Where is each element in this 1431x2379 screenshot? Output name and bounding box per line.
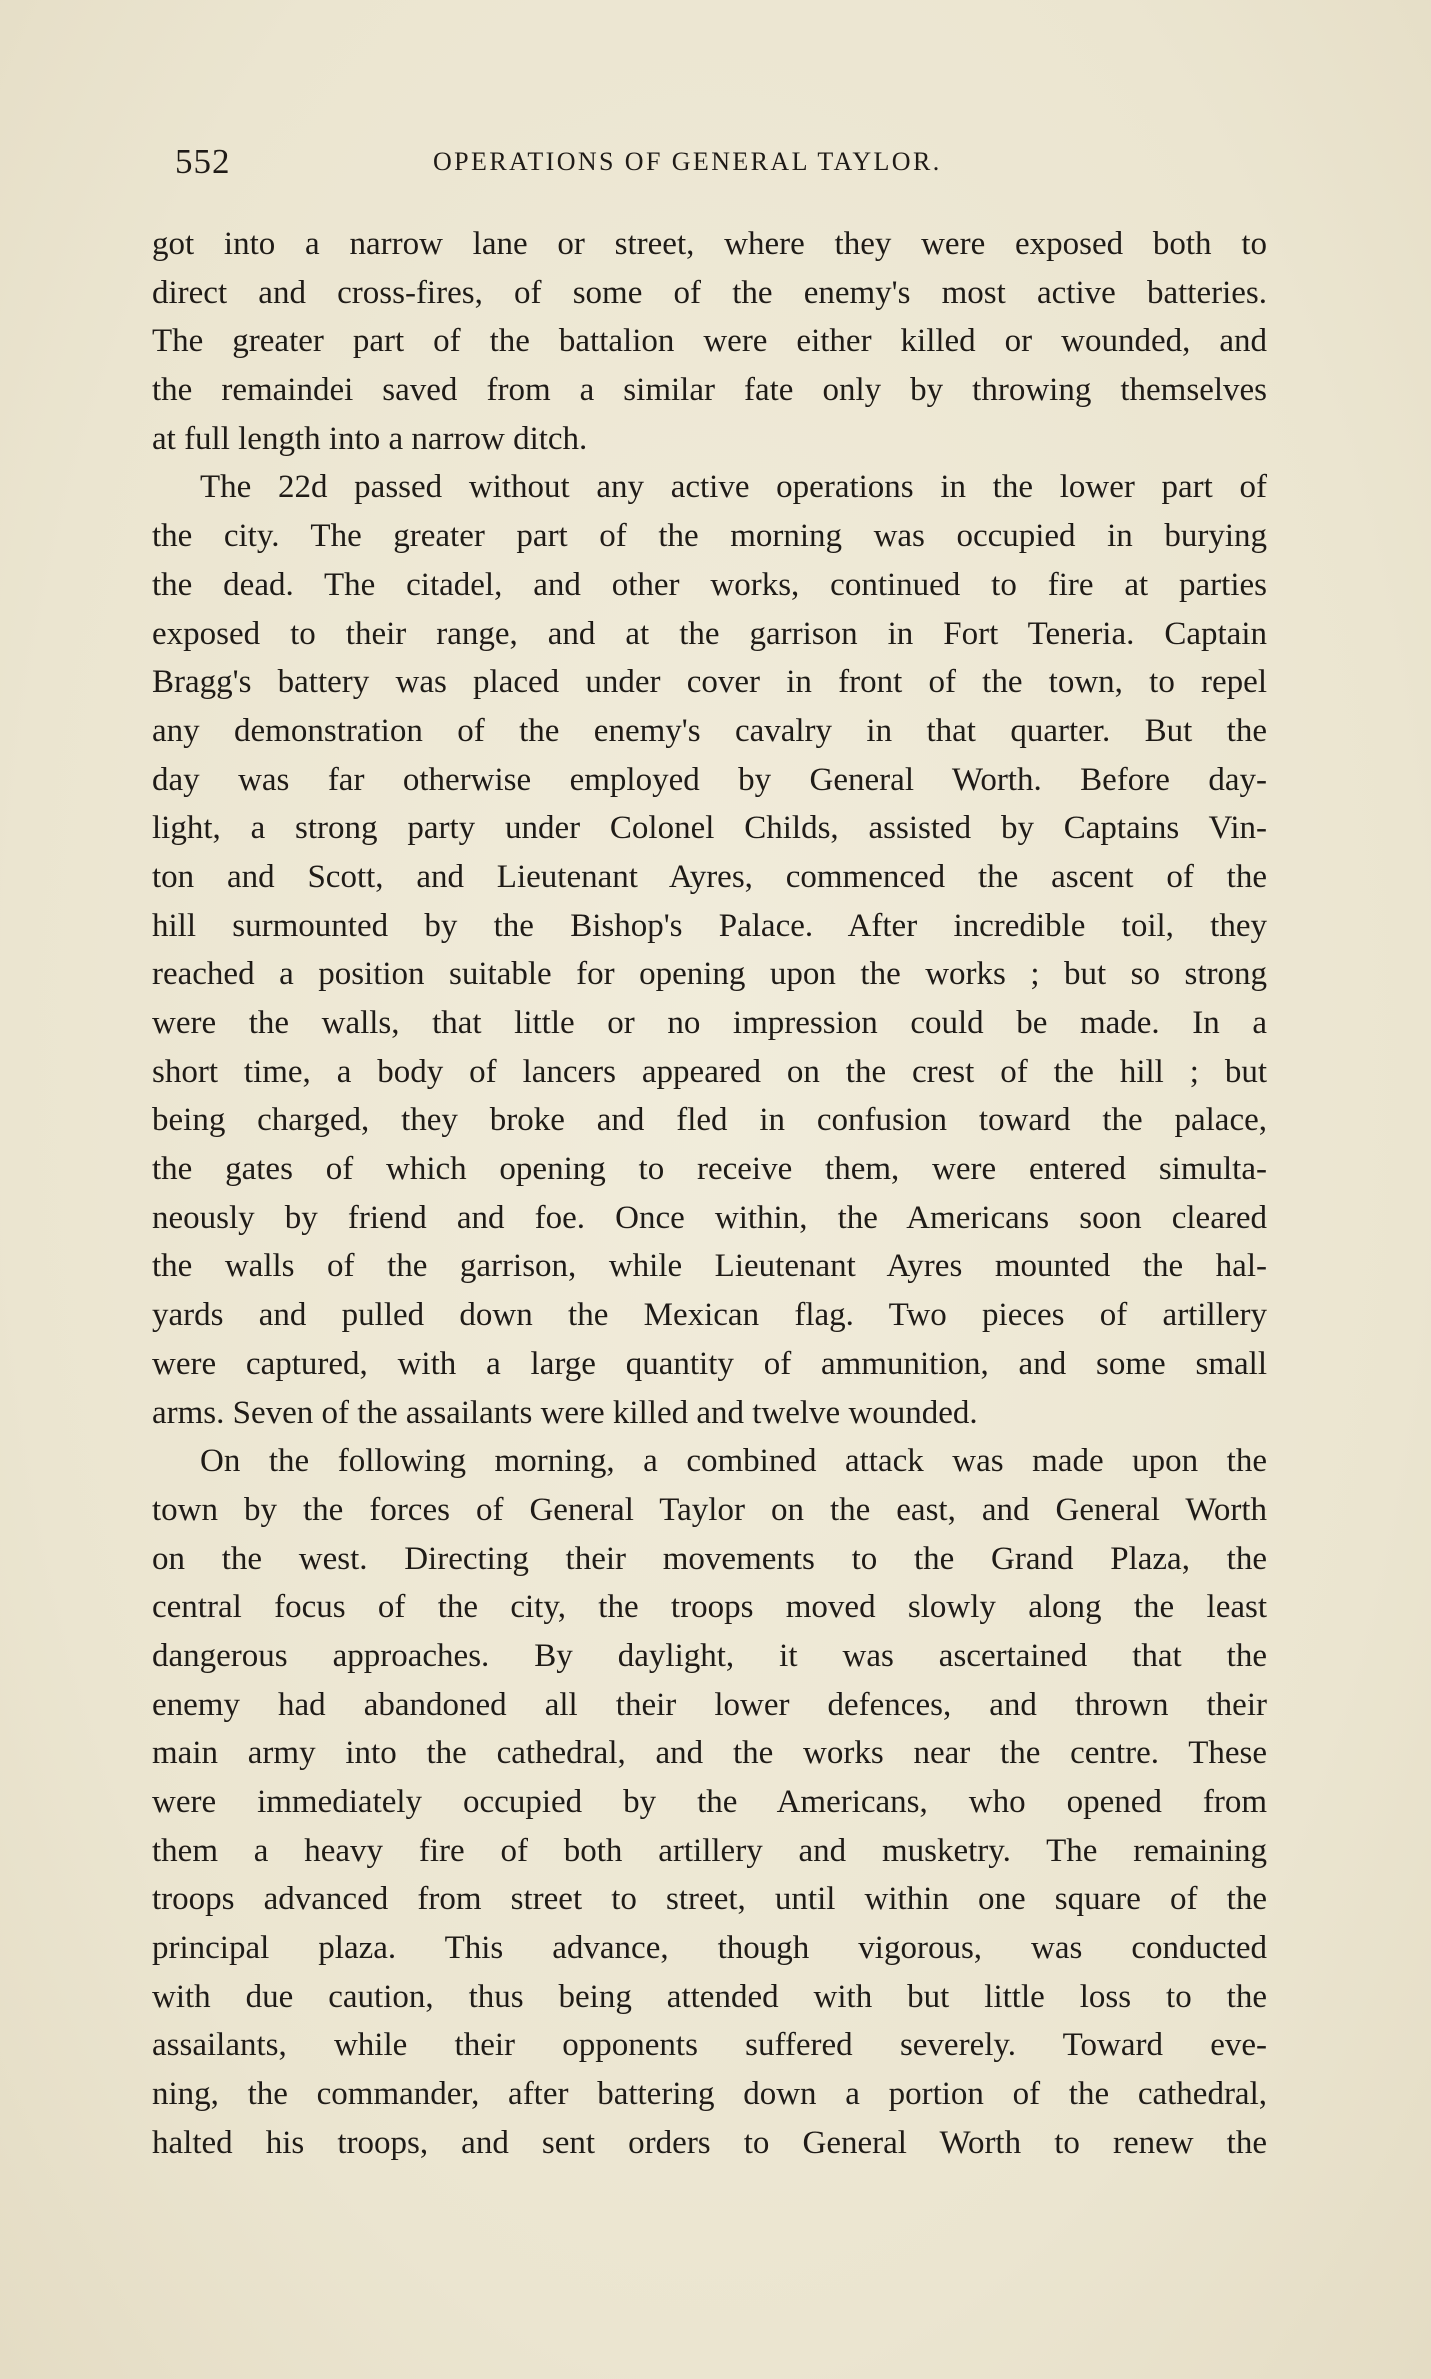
text-line: direct and cross-fires, of some of the enemy's most active batteries. [152, 274, 1267, 311]
text-line: any demonstration of the enemy's cavalry in that quarter. But the [152, 712, 1267, 749]
text-line: neously by friend and foe. Once within, the Americans soon cleared [152, 1199, 1267, 1236]
text-line: principal plaza. This advance, though vigorous, was conducted [152, 1930, 1267, 1967]
text-line: the remaindei saved from a similar fate only by throwing themselves [152, 372, 1267, 409]
text-line: halted his troops, and sent orders to General Worth to renew the [152, 2124, 1267, 2161]
text-line: them a heavy fire of both artillery and musketry. The remaining [152, 1832, 1267, 1869]
text-line: The greater part of the battalion were either killed or wounded, and [152, 323, 1267, 360]
text-line: central focus of the city, the troops moved slowly along the least [152, 1589, 1267, 1626]
page-header [175, 142, 1270, 190]
text-line: assailants, while their opponents suffered severely. Toward eve- [152, 2027, 1267, 2064]
text-line: arms. Seven of the assailants were killed and twelve wounded. [152, 1394, 978, 1431]
text-line: light, a strong party under Colonel Childs, assisted by Captains Vin- [152, 810, 1267, 847]
text-line: were immediately occupied by the Americans, who opened from [152, 1784, 1267, 1820]
text-line: hill surmounted by the Bishop's Palace. After incredible toil, they [152, 907, 1267, 944]
text-line: the dead. The citadel, and other works, continued to fire at parties [152, 566, 1267, 603]
text-line: the walls of the garrison, while Lieutenant Ayres mounted the hal- [152, 1248, 1267, 1285]
text-line: being charged, they broke and fled in confusion toward the palace, [152, 1102, 1267, 1139]
text-line: troops advanced from street to street, until within one square of the [152, 1881, 1267, 1918]
text-line: short time, a body of lancers appeared on the crest of the hill ; but [152, 1053, 1267, 1090]
text-line: ning, the commander, after battering down a portion of the cathedral, [152, 2076, 1267, 2113]
text-line: main army into the cathedral, and the works near the centre. These [152, 1735, 1267, 1772]
body-text [152, 220, 1267, 2168]
text-line: Bragg's battery was placed under cover in front of the town, to repel [152, 664, 1267, 701]
text-line: ton and Scott, and Lieutenant Ayres, commenced the ascent of the [152, 858, 1267, 895]
page-number: 552 [175, 142, 231, 181]
text-line: town by the forces of General Taylor on the east, and General Worth [152, 1491, 1267, 1528]
text-line: with due caution, thus being attended with but little loss to the [152, 1978, 1267, 2015]
text-line: enemy had abandoned all their lower defences, and thrown their [152, 1686, 1267, 1723]
text-line: at full length into a narrow ditch. [152, 420, 588, 457]
text-line: the city. The greater part of the morning was occupied in burying [152, 518, 1267, 555]
text-line: yards and pulled down the Mexican flag. Two pieces of artillery [152, 1297, 1267, 1334]
text-line: got into a narrow lane or street, where they were exposed both to [152, 226, 1267, 262]
text-line: reached a position suitable for opening upon the works ; but so strong [152, 956, 1267, 993]
text-line: On the following morning, a combined attack was made upon the [200, 1443, 1267, 1480]
text-line: The 22d passed without any active operations in the lower part of [200, 469, 1267, 506]
text-line: were captured, with a large quantity of ammunition, and some small [152, 1345, 1267, 1382]
running-title: OPERATIONS OF GENERAL TAYLOR. [433, 147, 942, 176]
text-line: on the west. Directing their movements to the Grand Plaza, the [152, 1540, 1267, 1577]
text-line: day was far otherwise employed by General Worth. Before day- [152, 761, 1267, 798]
text-line: the gates of which opening to receive them, were entered simulta- [152, 1151, 1267, 1188]
text-line: were the walls, that little or no impression could be made. In a [152, 1005, 1267, 1041]
text-line: exposed to their range, and at the garrison in Fort Teneria. Captain [152, 615, 1267, 652]
text-line: dangerous approaches. By daylight, it was ascertained that the [152, 1637, 1267, 1674]
